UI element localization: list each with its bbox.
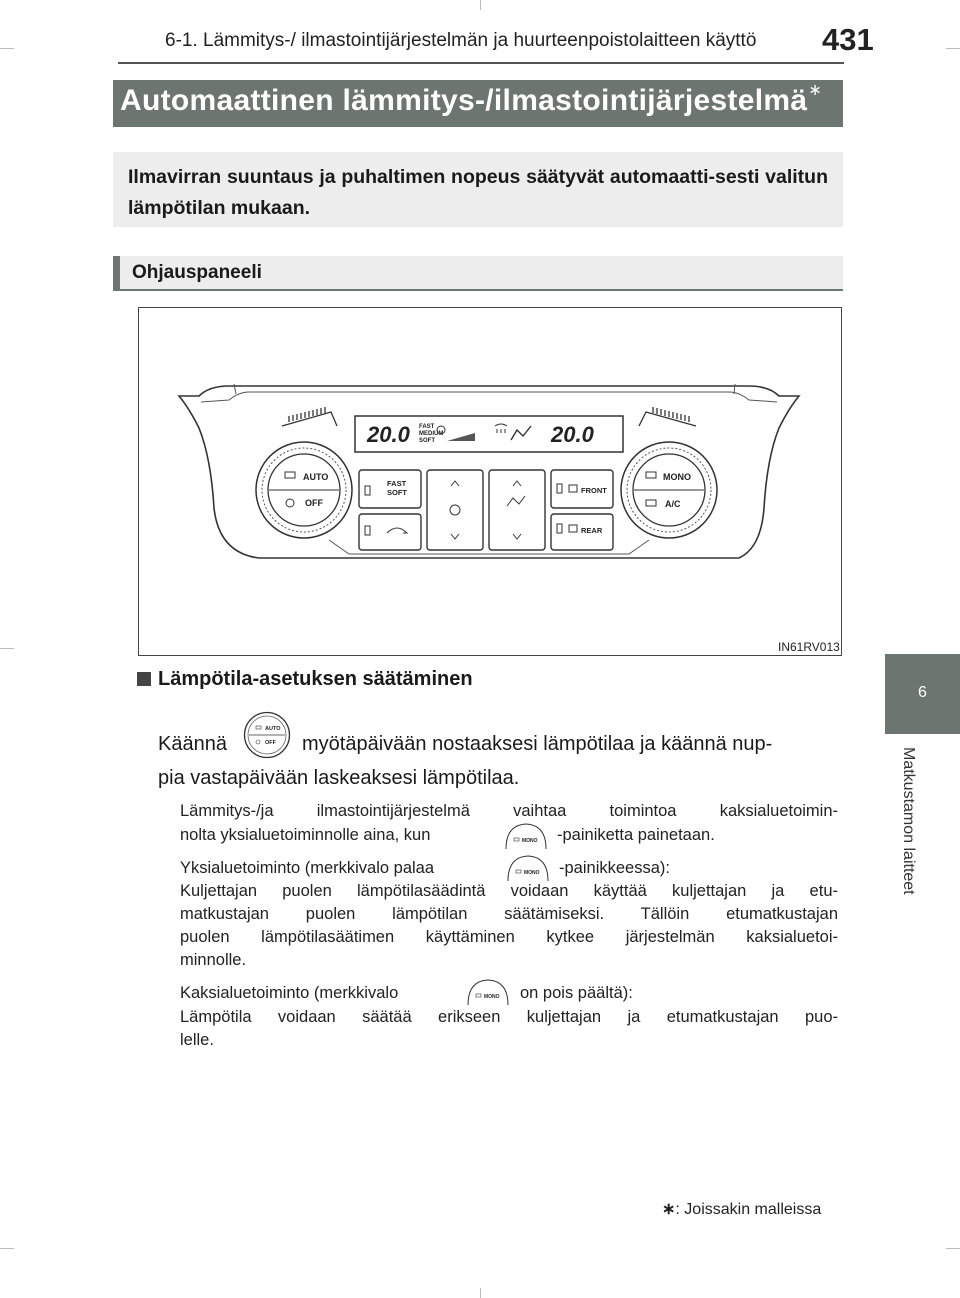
- note2-body-line: minnolle.: [180, 951, 247, 969]
- soft-label: SOFT: [387, 488, 407, 497]
- ac-button-label: A/C: [665, 499, 681, 509]
- mono-inline-label: MONO: [524, 870, 540, 876]
- display-fan-medium: MEDIUM: [419, 431, 444, 437]
- fast-label: FAST: [387, 479, 407, 488]
- subheading-accent: [113, 256, 120, 291]
- chapter-title: 6-1. Lämmitys-/ ilmastointijärjestelmän ja huurteenpoistolaitteen käyttö: [165, 30, 757, 51]
- footnote-text: : Joissakin malleissa: [675, 1201, 822, 1218]
- subheading-title: Ohjauspaneeli: [132, 262, 262, 283]
- note2-body-line: Kuljettajan puolen lämpötilasäädintä voidaan käyttää kuljettajan ja etu-: [180, 882, 838, 900]
- note3-line1-end: on pois päältä):: [520, 984, 633, 1002]
- display-left-temp: 20.0: [367, 422, 410, 447]
- topic-bullet-square: [137, 672, 151, 686]
- section-title: [120, 84, 822, 118]
- header-rule: [118, 62, 844, 64]
- mono-button-label: MONO: [663, 472, 691, 482]
- figure-code: IN61RV013: [778, 640, 840, 654]
- control-panel-figure: [138, 307, 842, 656]
- note3-body-line: Lämpötila voidaan säätää erikseen kuljettajan ja etumatkustajan puo-: [180, 1008, 838, 1026]
- display-fan-fast: FAST: [419, 424, 435, 430]
- note3-body-line: lelle.: [180, 1031, 214, 1049]
- recirculation-button: [359, 514, 421, 550]
- display-right-temp: 20.0: [551, 422, 594, 447]
- airflow-mode-rocker: [489, 470, 545, 550]
- footnote-mark: ∗: [662, 1201, 676, 1218]
- display-fan-soft: SOFT: [419, 438, 435, 444]
- page-number: 431: [822, 22, 874, 57]
- note2-line1-start: Yksialuetoiminto (merkkivalo palaa: [180, 859, 435, 877]
- mono-button-inline-icon: [504, 822, 548, 850]
- inline-knob-off: OFF: [265, 740, 276, 746]
- front-label: FRONT: [581, 486, 607, 495]
- section-title-mark: ∗: [808, 82, 823, 99]
- auto-button-label: AUTO: [303, 472, 329, 482]
- rear-label: REAR: [581, 526, 603, 535]
- note1-line2-end: -painiketta painetaan.: [557, 826, 715, 844]
- mono-inline-label: MONO: [522, 838, 538, 844]
- chapter-tab-number: 6: [918, 684, 927, 701]
- note2-body-line: matkustajan puolen lämpötilan säätämiseksi. Tällöin etumatkustajan: [180, 905, 838, 923]
- footnote: [662, 1199, 821, 1219]
- intro-text: Ilmavirran suuntaus ja puhaltimen nopeus säätyvät automaatti-sesti valitun lämpötilan mukaan.: [128, 166, 828, 219]
- note2-body-line: puolen lämpötilasäätimen käyttäminen kytkee järjestelmän kaksialuetoi-: [180, 928, 838, 946]
- note1-line2-start: nolta yksialuetoiminnolle aina, kun: [180, 826, 431, 844]
- paragraph-line1-start: Käännä: [158, 733, 227, 755]
- control-panel-illustration: [139, 308, 840, 654]
- note1-line1: Lämmitys-/ja ilmastointijärjestelmä vaihtaa toimintoa kaksialuetoimin-: [180, 802, 838, 820]
- paragraph-line1-end: myötäpäivään nostaaksesi lämpötilaa ja käännä nup-: [302, 733, 773, 755]
- mono-button-inline-icon: [466, 978, 510, 1006]
- note2-line1-end: -painikkeessa):: [559, 859, 670, 877]
- paragraph-line2: pia vastapäivään laskeaksesi lämpötilaa.: [158, 767, 520, 789]
- off-button-label: OFF: [305, 498, 323, 508]
- note3-line1-start: Kaksialuetoiminto (merkkivalo: [180, 984, 399, 1002]
- chapter-tab-label: Matkustamon laitteet: [900, 747, 917, 895]
- fan-speed-rocker: [427, 470, 483, 550]
- temp-knob-inline-icon: [243, 711, 291, 759]
- mono-inline-label: MONO: [484, 994, 500, 1000]
- section-title-text: Automaattinen lämmitys-/ilmastointijärjestelmä: [120, 84, 808, 117]
- chapter-tab-label-wrap: [895, 747, 917, 947]
- mono-button-inline-icon: [506, 854, 550, 882]
- inline-knob-auto: AUTO: [265, 726, 281, 732]
- topic-title: Lämpötila-asetuksen säätäminen: [158, 668, 473, 690]
